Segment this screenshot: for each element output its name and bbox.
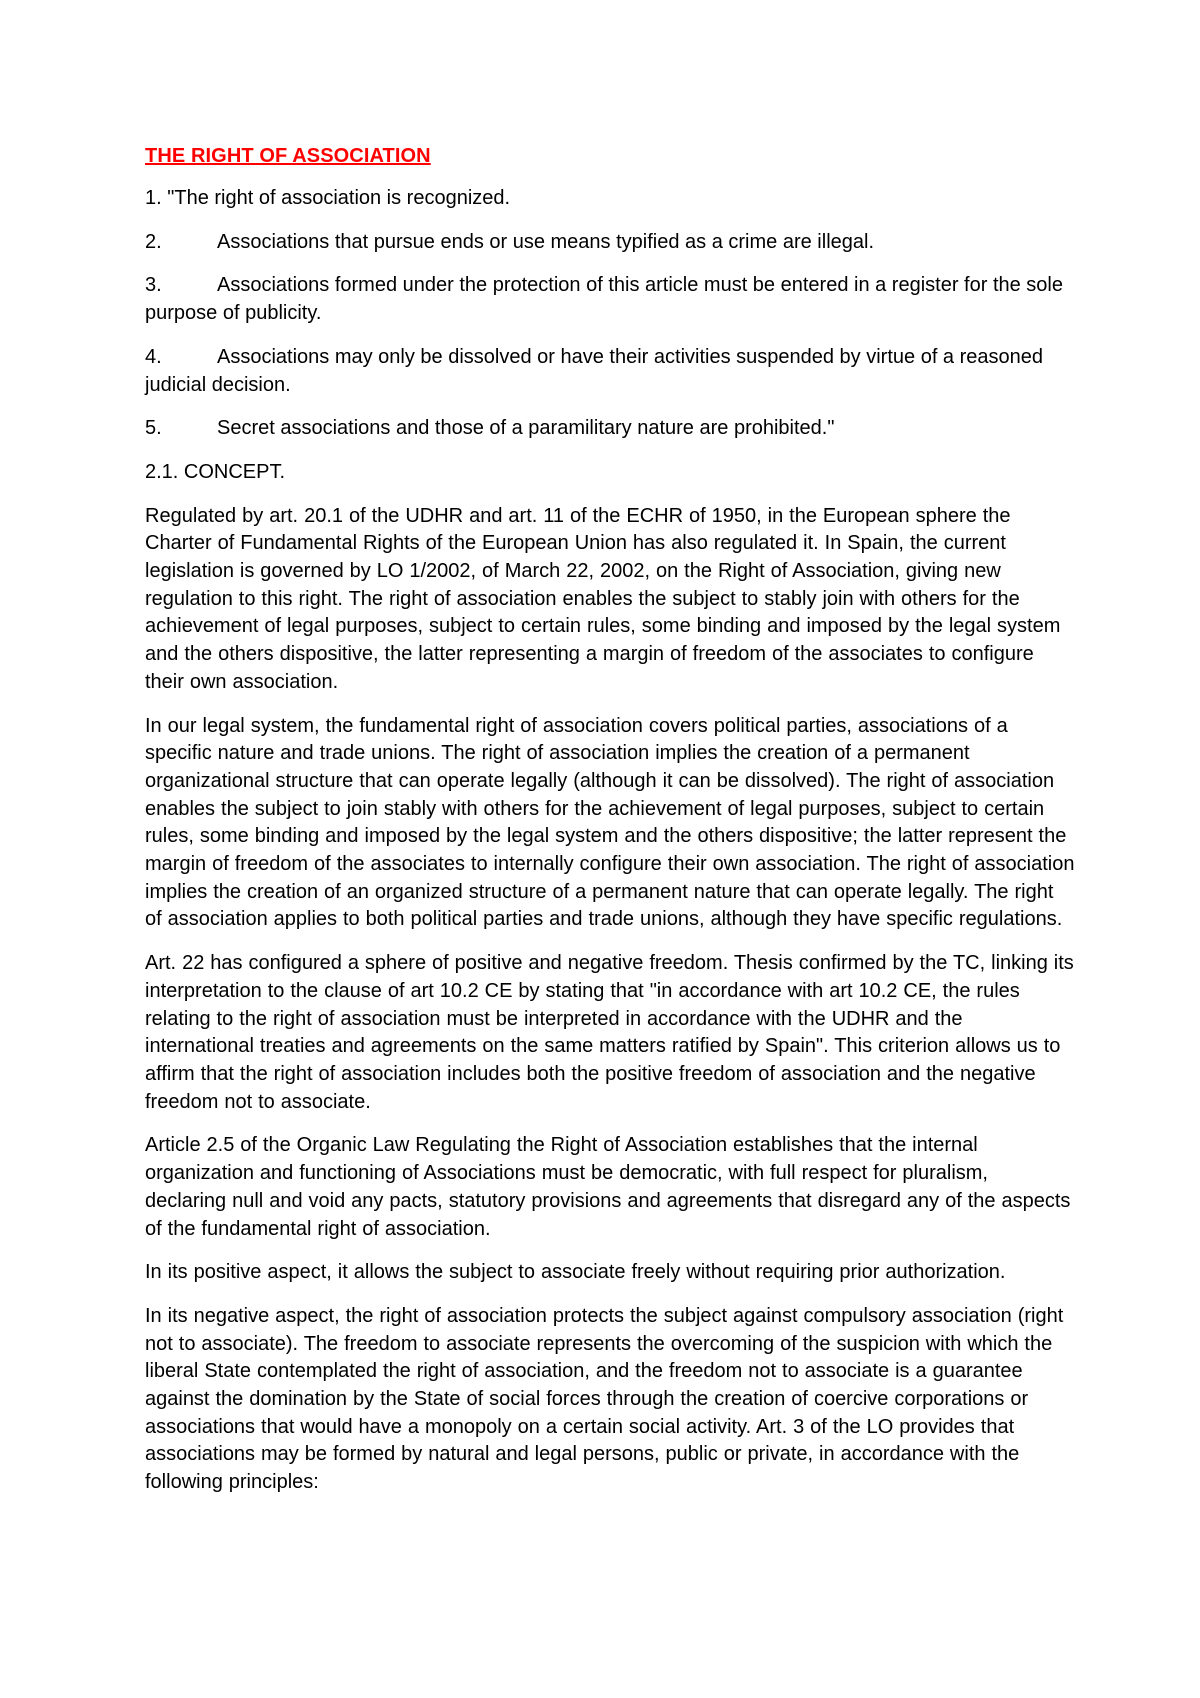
article-item-number: 4. <box>145 345 162 368</box>
paragraph-1: Regulated by art. 20.1 of the UDHR and art. 11 of the ECHR of 1950, in the European sphere the Charter of Fundamental Rights of the European Union has also regulated it. In Spain, the current legislation is governed by LO 1/2002, of March 22, 2002, on the Right of Association, giving new regulation to this right. The right of association enables the subject to stably join with others for the achievement of legal purposes, subject to certain rules, some binding and imposed by the legal system and the others dispositive, the latter representing a margin of freedom of the associates to configure their own association. <box>145 504 1061 693</box>
paragraph-6: In its negative aspect, the right of association protects the subject against compulsory association (right not to associate). The freedom to associate represents the overcoming of the suspicion with which the liberal State contemplated the right of association, and the freedom not to associate is a guarantee against the domination by the State of social forces through the creation of coercive corporations or associations that would have a monopoly on a certain social activity. Art. 3 of the LO provides that associations may be formed by natural and legal persons, public or private, in accordance with the following principles: <box>145 1304 1064 1494</box>
paragraph-5: In its positive aspect, it allows the subject to associate freely without requiring prior authorization. <box>145 1261 1006 1284</box>
paragraph-4: Article 2.5 of the Organic Law Regulating the Right of Association establishes that the internal organization and functioning of Associations must be democratic, with full respect for pluralism, declaring null and void any pacts, statutory provisions and agreements that disregard any of the aspects of the fundamental right of association. <box>145 1134 1071 1240</box>
article-item-1 <box>145 185 1075 213</box>
article-item-text: Secret associations and those of a paramilitary nature are prohibited." <box>217 417 835 440</box>
paragraph-2: In our legal system, the fundamental right of association covers political parties, associations of a specific nature and trade unions. The right of association implies the creation of a permanent organizational structure that can operate legally (although it can be dissolved). The right of association enables the subject to join stably with others for the achievement of legal purposes, subject to certain rules, some binding and imposed by the legal system and the others dispositive; the latter represent the margin of freedom of the associates to internally configure their own association. The right of association implies the creation of an organized structure of a permanent nature that can operate legally. The right of association applies to both political parties and trade unions, although they have specific regulations. <box>145 714 1075 931</box>
article-item-number: 2. <box>145 230 162 253</box>
article-item-number: 5. <box>145 417 162 440</box>
article-item-text: "The right of association is recognized. <box>167 187 511 209</box>
article-item-2 <box>145 229 1075 257</box>
article-item-number: 3. <box>145 274 162 297</box>
article-item-3 <box>145 272 1075 327</box>
article-item-text: Associations may only be dissolved or have their activities suspended by virtue of a reasoned judicial decision. <box>145 345 1044 396</box>
article-item-text: Associations that pursue ends or use means typified as a crime are illegal. <box>217 230 875 253</box>
article-item-4 <box>145 344 1075 399</box>
article-item-5 <box>145 415 1075 443</box>
section-heading: 2.1. CONCEPT. <box>145 460 286 483</box>
document-page <box>145 143 1075 1513</box>
article-item-number: 1. <box>145 187 162 209</box>
article-item-text: Associations formed under the protection of this article must be entered in a register for the sole purpose of publicity. <box>145 274 1063 325</box>
document-title: THE RIGHT OF ASSOCIATION <box>145 145 431 167</box>
paragraph-3: Art. 22 has configured a sphere of positive and negative freedom. Thesis confirmed by the TC, linking its interpretation to the clause of art 10.2 CE by stating that "in accordance with art 10.2 CE, the rules relating to the right of association must be interpreted in accordance with the UDHR and the international treaties and agreements on the same matters ratified by Spain". This criterion allows us to affirm that the right of association includes both the positive freedom of association and the negative freedom not to associate. <box>145 952 1074 1113</box>
